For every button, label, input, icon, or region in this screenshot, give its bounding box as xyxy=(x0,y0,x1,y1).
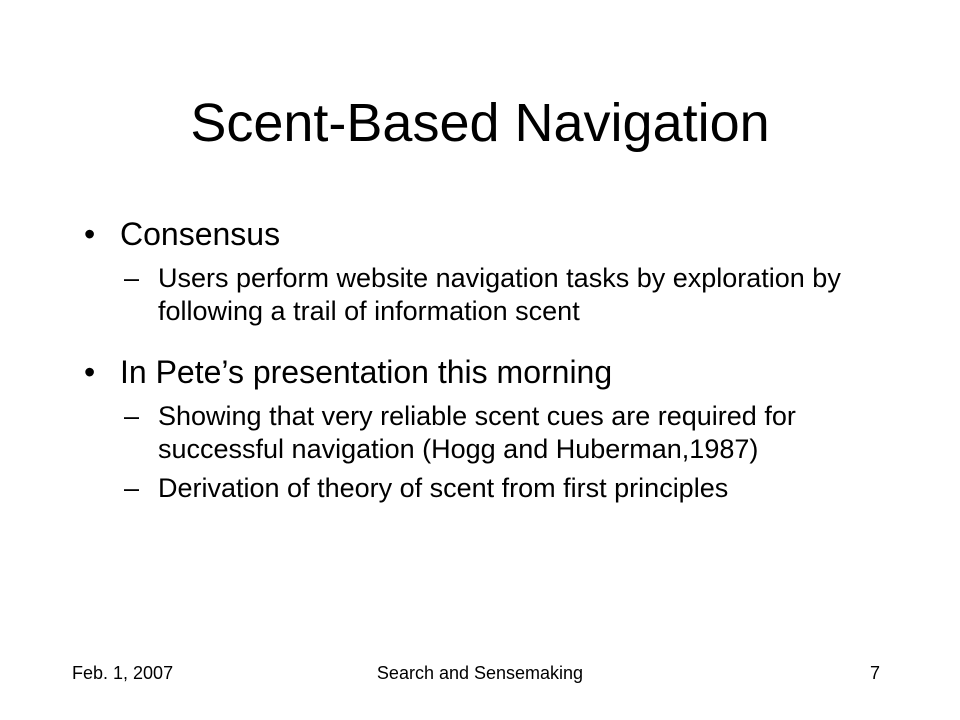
bullet-item xyxy=(84,350,904,394)
slide-body xyxy=(84,212,904,505)
sub-bullet-item xyxy=(84,472,904,505)
bullet-text: Consensus xyxy=(120,216,281,252)
sub-bullet-text: Derivation of theory of scent from first principles xyxy=(158,473,729,503)
sub-bullet-item xyxy=(84,262,904,328)
footer-date: Feb. 1, 2007 xyxy=(72,663,174,683)
slide-number: 7 xyxy=(869,663,880,683)
slide-title: Scent-Based Navigation xyxy=(190,93,770,153)
bullet-marker: • xyxy=(84,354,96,390)
bullet-marker: • xyxy=(84,216,96,252)
sub-bullet-marker: – xyxy=(124,263,140,293)
sub-bullet-item xyxy=(84,400,904,466)
bullet-item xyxy=(84,212,904,256)
sub-bullet-marker: – xyxy=(124,473,140,503)
footer-title: Search and Sensemaking xyxy=(376,663,584,683)
sub-bullet-marker: – xyxy=(124,401,140,431)
sub-bullet-text: Users perform website navigation tasks by exploration by following a trail of information scent xyxy=(158,263,841,326)
bullet-text: In Pete’s presentation this morning xyxy=(120,354,613,390)
sub-bullet-text: Showing that very reliable scent cues are required for successful navigation (Hogg and Huberman,1987) xyxy=(158,401,796,464)
